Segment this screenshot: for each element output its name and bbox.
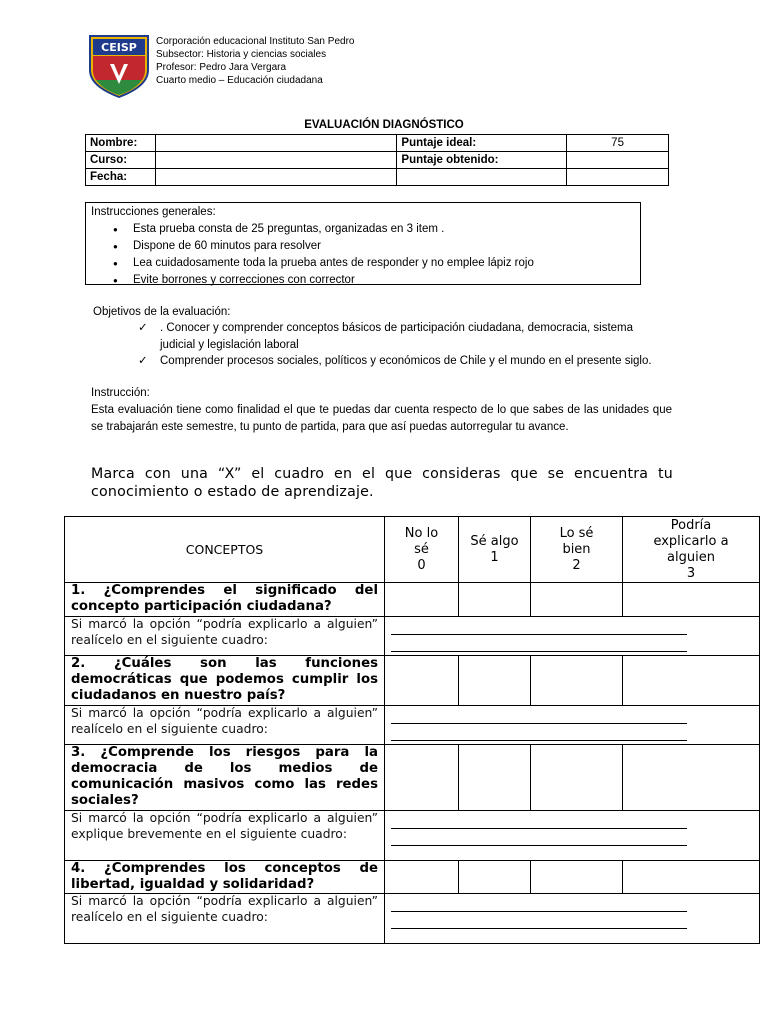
answer-box-1[interactable] — [459, 583, 531, 617]
explain-area-1[interactable] — [385, 617, 760, 656]
instruction-title: Instrucción: — [91, 387, 150, 399]
self-assessment-table — [64, 516, 760, 944]
list-item: ● Lea cuidadosamente toda la prueba antes de responder y no emplee lápiz rojo — [133, 255, 635, 272]
answer-line — [391, 638, 687, 652]
header-course: Cuarto medio – Educación ciudadana — [156, 75, 323, 86]
header-podria-explicarlo: Podría explicarlo a alguien 3 — [623, 517, 760, 583]
curso-label: Curso: — [86, 152, 156, 169]
answer-box-3[interactable] — [623, 656, 760, 706]
student-info-table — [85, 134, 669, 186]
answer-box-1[interactable] — [459, 745, 531, 811]
answer-line — [391, 832, 687, 846]
question-1: 1. ¿Comprendes el significado del concepto participación ciudadana? — [65, 583, 385, 617]
answer-box-0[interactable] — [385, 861, 459, 894]
answer-box-2[interactable] — [531, 861, 623, 894]
empty-cell — [397, 169, 567, 186]
general-instructions-box — [85, 202, 641, 285]
fecha-label: Fecha: — [86, 169, 156, 186]
answer-box-0[interactable] — [385, 745, 459, 811]
school-crest-logo — [86, 34, 152, 98]
page-title: EVALUACIÓN DIAGNÓSTICO — [304, 119, 464, 131]
nombre-field[interactable] — [155, 135, 396, 152]
answer-box-2[interactable] — [531, 583, 623, 617]
answer-line — [391, 915, 687, 929]
answer-box-2[interactable] — [531, 656, 623, 706]
header-lo-se-bien: Lo sé bien 2 — [531, 517, 623, 583]
checkmark-icon: ✓ — [138, 322, 148, 334]
puntaje-ideal-value: 75 — [567, 135, 669, 152]
instruction-text: Esta evaluación tiene como finalidad el que te puedas dar cuenta respecto de lo que sabes de las unidades que se trabajarán este semestre, tu punto de partida, para que así puedas autorregular tu avance. — [91, 404, 672, 433]
objective-item — [138, 353, 673, 387]
answer-box-2[interactable] — [531, 745, 623, 811]
header-no-lo-se: No lo sé 0 — [385, 517, 459, 583]
nombre-label: Nombre: — [86, 135, 156, 152]
list-item: ● Esta prueba consta de 25 preguntas, organizadas en 3 item . — [133, 221, 635, 238]
header-se-algo: Sé algo 1 — [459, 517, 531, 583]
answer-box-3[interactable] — [623, 745, 760, 811]
explain-area-4[interactable] — [385, 894, 760, 944]
explain-area-2[interactable] — [385, 706, 760, 745]
instructions-list — [91, 221, 635, 289]
header-institution: Corporación educacional Instituto San Pedro — [156, 36, 355, 47]
mark-instruction: Marca con una “X” el cuadro en el que consideras que se encuentra tu conocimiento o estado de aprendizaje. — [91, 466, 673, 500]
list-item: ● Dispone de 60 minutos para resolver — [133, 238, 635, 255]
puntaje-ideal-label: Puntaje ideal: — [397, 135, 567, 152]
answer-line — [391, 710, 687, 724]
explain-prompt-3: Si marcó la opción “podría explicarlo a alguien” explique brevemente en el siguiente cuadro: — [65, 811, 385, 861]
answer-line — [391, 727, 687, 741]
objective-text: Comprender procesos sociales, políticos y económicos de Chile y el mundo en el presente siglo. — [160, 355, 652, 367]
answer-box-1[interactable] — [459, 656, 531, 706]
question-4: 4. ¿Comprendes los conceptos de libertad, igualdad y solidaridad? — [65, 861, 385, 894]
fecha-field[interactable] — [155, 169, 396, 186]
explain-area-3[interactable] — [385, 811, 760, 861]
instructions-title: Instrucciones generales: — [91, 206, 216, 218]
explain-prompt-2: Si marcó la opción “podría explicarlo a alguien” realícelo en el siguiente cuadro: — [65, 706, 385, 745]
answer-box-3[interactable] — [623, 583, 760, 617]
explain-prompt-1: Si marcó la opción “podría explicarlo a alguien” realícelo en el siguiente cuadro: — [65, 617, 385, 656]
answer-box-0[interactable] — [385, 583, 459, 617]
answer-box-3[interactable] — [623, 861, 760, 894]
list-item: ● Evite borrones y correcciones con corrector — [133, 272, 635, 289]
objective-text: . Conocer y comprender conceptos básicos de participación ciudadana, democracia, sistema judicial y legislación laboral — [160, 322, 634, 351]
header-subject: Subsector: Historia y ciencias sociales — [156, 49, 327, 60]
answer-box-0[interactable] — [385, 656, 459, 706]
puntaje-obtenido-field[interactable] — [567, 152, 669, 169]
logo-text: CEISP — [101, 41, 137, 54]
objectives-title: Objetivos de la evaluación: — [93, 306, 231, 318]
answer-line — [391, 898, 687, 912]
empty-cell — [567, 169, 669, 186]
objective-item — [138, 320, 673, 354]
checkmark-icon: ✓ — [138, 355, 148, 367]
answer-box-1[interactable] — [459, 861, 531, 894]
question-2: 2. ¿Cuáles son las funciones democráticas que podemos cumplir los ciudadanos en nuestro país? — [65, 656, 385, 706]
explain-prompt-4: Si marcó la opción “podría explicarlo a alguien” realícelo en el siguiente cuadro: — [65, 894, 385, 944]
header-teacher: Profesor: Pedro Jara Vergara — [156, 62, 287, 73]
answer-line — [391, 621, 687, 635]
answer-line — [391, 815, 687, 829]
curso-field[interactable] — [155, 152, 396, 169]
header-concepts: CONCEPTOS — [65, 517, 385, 583]
puntaje-obtenido-label: Puntaje obtenido: — [397, 152, 567, 169]
question-3: 3. ¿Comprende los riesgos para la democracia de los medios de comunicación masivos como las redes sociales? — [65, 745, 385, 811]
